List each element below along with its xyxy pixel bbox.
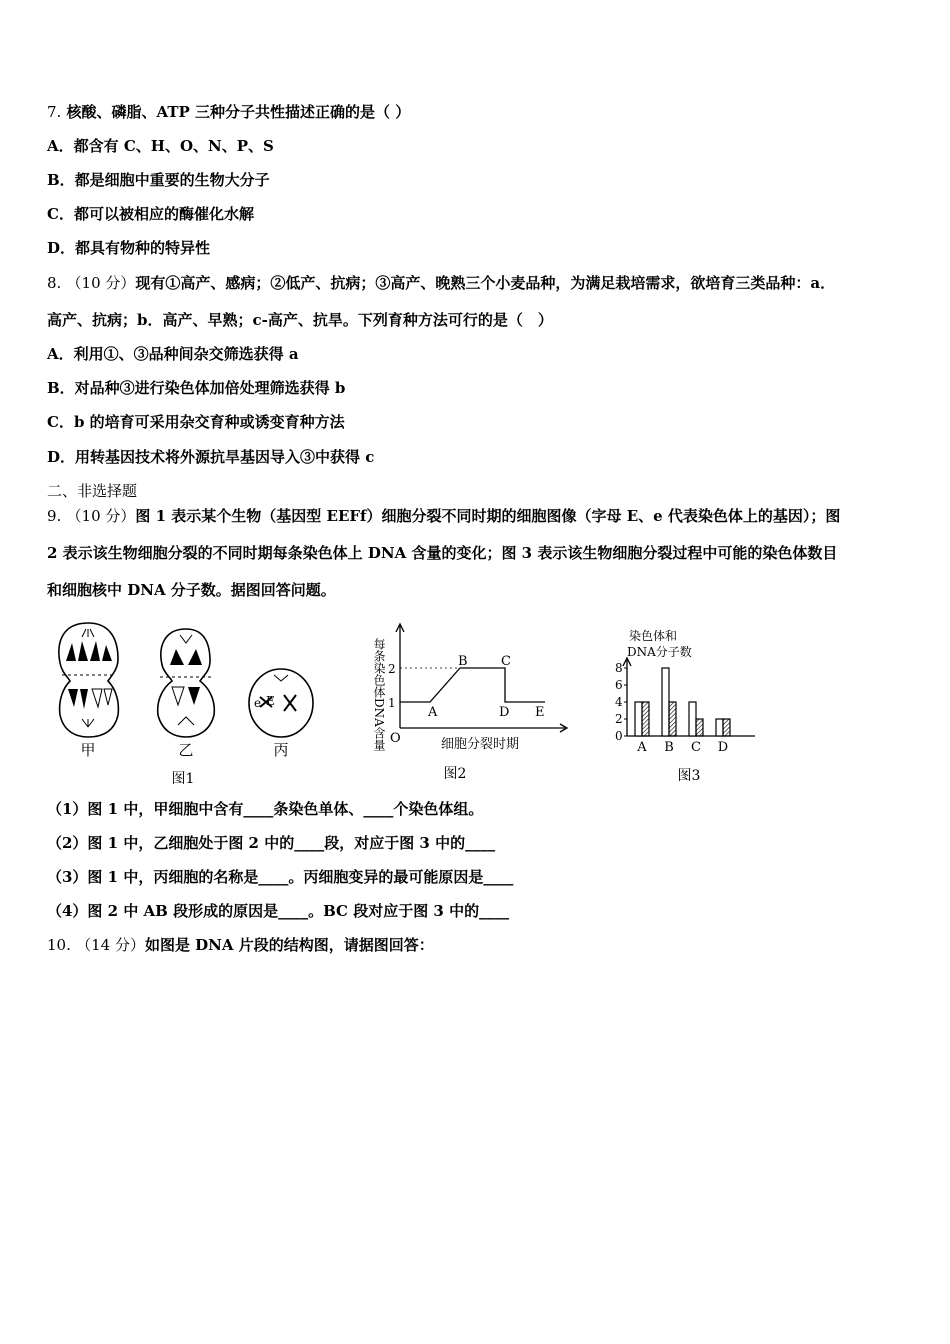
fig3-ylabel-line1: 染色体和	[629, 629, 678, 643]
fig3-bar-D-dna	[723, 719, 730, 736]
label-yi: 乙	[178, 741, 194, 759]
fig3-bar-A-dna	[642, 702, 649, 736]
fig2-point-A: A	[428, 705, 438, 720]
fig2-point-E: E	[535, 705, 545, 720]
fig3-caption: 图3	[677, 768, 701, 784]
q9-sub2: （2）图 1 中，乙细胞处于图 2 中的____段，对应于图 3 中的____	[47, 834, 496, 852]
label-jia: 甲	[80, 741, 96, 759]
fig2-point-B: B	[458, 654, 468, 669]
fig3-category-A: A	[637, 740, 647, 755]
fig3-ytick: 8	[615, 661, 623, 675]
q8-stem-line2: 高产、抗病；b．高产、早熟；c-高产、抗旱。下列育种方法可行的是（ ）	[47, 311, 553, 329]
fig3-bar-C-chromosome	[689, 702, 696, 736]
fig3-category-B: B	[664, 740, 674, 755]
fig3-bar-A-chromosome	[635, 702, 642, 736]
fig3-bars	[635, 668, 730, 736]
fig1-caption: 图1	[171, 771, 195, 787]
section-heading: 二、非选择题	[47, 482, 138, 500]
fig2-line	[400, 668, 545, 702]
q8-option-b: B．对品种③进行染色体加倍处理筛选获得 b	[47, 379, 346, 397]
fig2-tick-1: 1	[388, 696, 396, 710]
figure-2	[355, 618, 580, 788]
q9-stem-line3: 和细胞核中 DNA 分子数。据图回答问题。	[47, 581, 336, 599]
fig3-bar-C-dna	[696, 719, 703, 736]
cell-yi	[158, 629, 215, 737]
fig3-ytick: 0	[615, 729, 623, 743]
fig3-bar-B-dna	[669, 702, 676, 736]
fig3-ylabel: DNA分子数	[627, 645, 692, 659]
q9-stem-line2: 2 表示该生物细胞分裂的不同时期每条染色体上 DNA 含量的变化；图 3 表示该生物细胞分裂过程中可能的染色体数目	[47, 544, 838, 562]
q8-option-d: D．用转基因技术将外源抗旱基因导入③中获得 c	[47, 448, 375, 466]
fig3-bar-B-chromosome	[662, 668, 669, 736]
q7-option-c: C．都可以被相应的酶催化水解	[47, 205, 254, 223]
fig3-bar-D-chromosome	[716, 719, 723, 736]
gene-label-e: e	[254, 696, 262, 710]
figure-1	[48, 615, 328, 790]
fig3-ytick: 4	[615, 695, 623, 709]
fig2-point-C: C	[501, 654, 511, 669]
fig3-ticks	[615, 661, 627, 743]
cell-jia	[59, 623, 119, 737]
q8-option-a: A．利用①、③品种间杂交筛选获得 a	[47, 345, 299, 363]
fig2-tick-2: 2	[388, 662, 396, 676]
fig3-category-C: C	[691, 740, 701, 755]
fig3-ytick: 2	[615, 712, 623, 726]
q7-stem: 7. 核酸、磷脂、ATP 三种分子共性描述正确的是（ ）	[47, 103, 411, 121]
label-bing: 丙	[273, 741, 289, 759]
q9-sub1: （1）图 1 中，甲细胞中含有____条染色单体、____个染色体组。	[47, 800, 484, 818]
q8-stem-line1: 8. （10 分）现有①高产、感病；②低产、抗病；③高产、晚熟三个小麦品种，为满足栽培需求，欲培育三类品种：a．	[47, 274, 836, 292]
q7-option-d: D．都具有物种的特异性	[47, 239, 211, 257]
fig2-origin: O	[390, 731, 401, 746]
fig2-xlabel: 细胞分裂时期	[440, 737, 520, 752]
fig3-category-D: D	[717, 740, 729, 755]
q7-option-b: B．都是细胞中重要的生物大分子	[47, 171, 270, 189]
q9-sub4: （4）图 2 中 AB 段形成的原因是____。BC 段对应于图 3 中的____	[47, 902, 510, 920]
q10-stem: 10. （14 分）如图是 DNA 片段的结构图，请据图回答：	[47, 936, 434, 954]
gene-label-E: E	[266, 694, 275, 708]
figure-3	[605, 622, 765, 788]
fig2-point-D: D	[499, 705, 510, 720]
fig3-categories	[636, 740, 728, 755]
q7-option-a: A．都含有 C、H、O、N、P、S	[47, 137, 274, 155]
fig3-ytick: 6	[615, 678, 623, 692]
fig2-ylabel: 每条染色体DNA含量	[372, 638, 386, 751]
fig2-caption: 图2	[443, 766, 467, 782]
q9-stem-line1: 9. （10 分）图 1 表示某个生物（基因型 EEFf）细胞分裂不同时期的细胞图像（字母 E、e 代表染色体上的基因）；图	[47, 507, 841, 525]
q9-sub3: （3）图 1 中，丙细胞的名称是____。丙细胞变异的最可能原因是____	[47, 868, 514, 886]
q8-option-c: C．b 的培育可采用杂交育种或诱变育种方法	[47, 413, 345, 431]
